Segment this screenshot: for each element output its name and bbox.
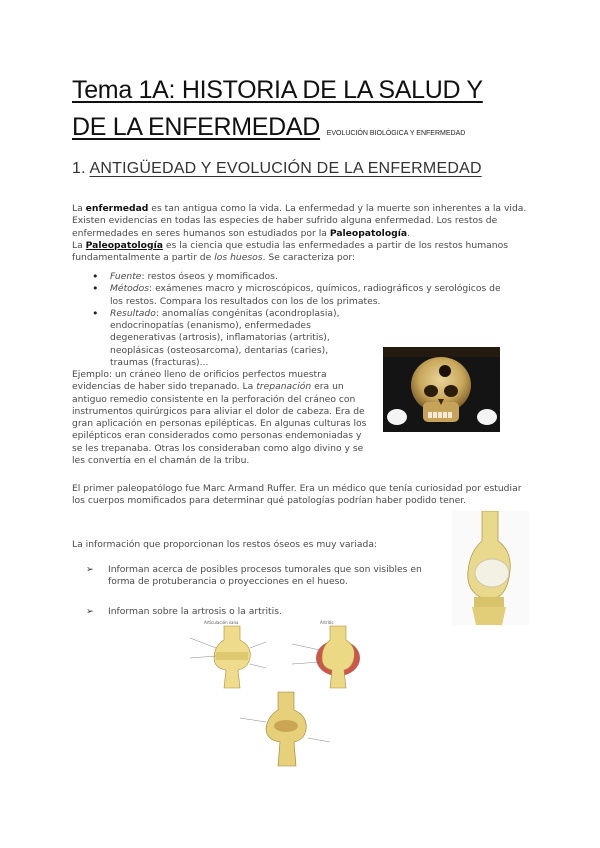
keyword-enfermedad: enfermedad: [85, 203, 149, 214]
section-number: 1.: [72, 160, 86, 177]
list-item: • Resultado: anomalías congénitas (acondroplasia), endocrinopatías (enanismo), enfermedades degenerativas (artrosis), inflamatorias (artritis), neoplásicas (osteosarcoma), dentarias (caries), traumas (fracturas)...: [92, 308, 362, 369]
skull-illustration: [383, 347, 500, 432]
paragraph-enfermedad: La enfermedad es tan antigua como la vida. La enfermedad y la muerte son inherentes a la vida. Existen evidencias en todas las especies de haber sufrido alguna enfermedad. Los restos de enfermedades en seres humanos son estudiados por la Paleopatología. La Paleopatología es la ciencia que estudia las enfermedades a partir de los restos humanos fundamentalmente a partir de los huesos. Se caracteriza por:: [72, 203, 527, 264]
title-subtitle: EVOLUCIÓN BIOLÓGICA Y ENFERMEDAD: [326, 130, 466, 137]
arrow-bullet-icon: ➢: [86, 606, 94, 617]
keyword-paleopatologia: Paleopatología: [329, 227, 408, 239]
section-heading: [72, 160, 482, 178]
keyword-paleopatologia-definition: Paleopatología: [85, 239, 163, 251]
arrow-bullet-icon: ➢: [86, 564, 94, 575]
keyword-trepanacion: trepanación: [256, 381, 312, 393]
title-line-1: Tema 1A: HISTORIA DE LA SALUD Y: [72, 76, 483, 104]
arrow-item-artrosis: ➢ Informan sobre la artrosis o la artritis.: [86, 606, 282, 617]
title-line-2: DE LA ENFERMEDAD: [72, 113, 321, 141]
joints-illustration: [180, 618, 392, 768]
bone-illustration: [452, 511, 529, 625]
arthritis-joint-bone: [292, 626, 360, 688]
paragraph-trepanacion: Ejemplo: un cráneo lleno de orificios perfectos muestra evidencias de haber sido trepanado. La trepanación era un antiguo remedio consistente en la perforación del cráneo con instrumentos quirúrgicos para aliviar el dolor de cabeza. Era de gran aplicación en personas epilépticas. En algunas culturas los epilépticos eran considerados como personas endemoniadas y se les trepanaba. Otras los consideraban como algo divino y se les convertía en el chamán de la tribu.: [72, 369, 367, 467]
healthy-joint-bone: [190, 626, 266, 688]
page-title: [72, 72, 552, 152]
trepanned-skull-image: [383, 347, 500, 432]
label-artritis: Artritis: [320, 620, 334, 625]
label-articulacion-sana: Articulación sana: [204, 620, 239, 625]
paragraph-ruffer: El primer paleopatólogo fue Marc Armand Ruffer. Era un médico que tenía curiosidad por estudiar los cuerpos momificados para determinar qué patologías podrían haber podido tener.: [72, 483, 522, 507]
list-item: • Métodos: exámenes macro y microscópicos, químicos, radiográficos y serológicos de los restos. Compara los resultados con los de los primates.: [92, 283, 514, 308]
bone-tumor-image: [452, 511, 529, 625]
joints-diagram: [180, 618, 392, 768]
arthrosis-joint-bone: [240, 692, 330, 766]
section-title: ANTIGÜEDAD Y EVOLUCIÓN DE LA ENFERMEDAD: [89, 160, 482, 177]
arrow-item-tumor: ➢ Informan acerca de posibles procesos tumorales que son visibles en forma de protuberancia o proyecciones en el hueso.: [86, 564, 422, 588]
paragraph-restos-oseos: La información que proporcionan los restos óseos es muy variada:: [72, 539, 378, 550]
list-item: • Fuente: restos óseos y momificados.: [92, 271, 514, 283]
